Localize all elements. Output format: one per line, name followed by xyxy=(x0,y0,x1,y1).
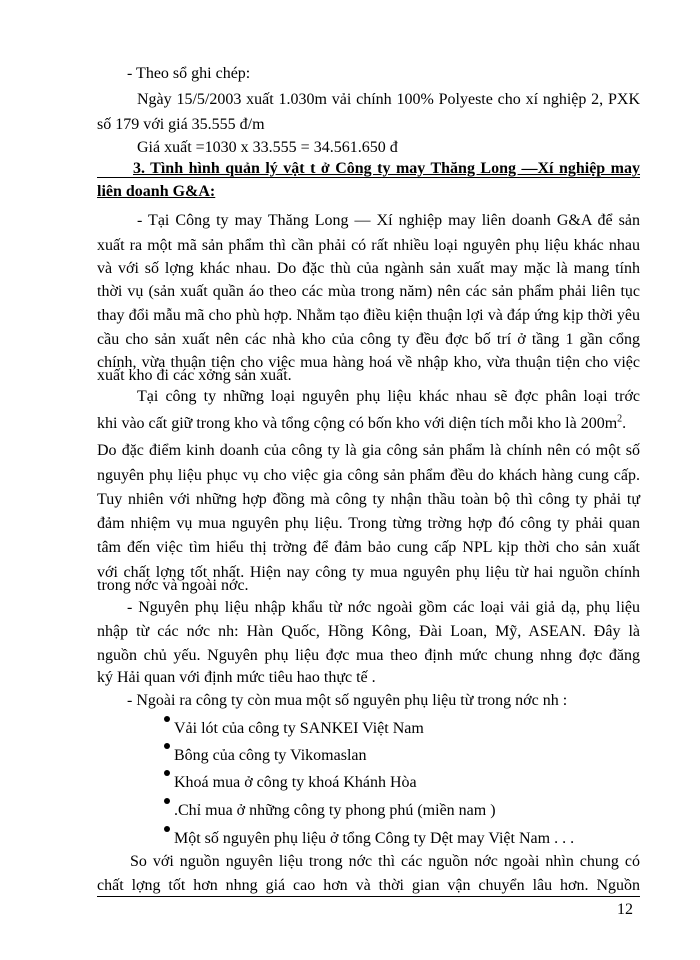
text-line: và với số lợng khác nhau. Do đặc thù của ngành sản xuất may mặc là mang tính xyxy=(97,260,640,277)
bullet-dot-icon xyxy=(164,743,170,749)
list-item: Vải lót của công ty SANKEI Việt Nam xyxy=(174,720,424,737)
bullet-dot-icon xyxy=(164,770,170,776)
text-line: với chất lợng tốt nhất. Hiện nay công ty mua nguyên phụ liệu từ hai nguồn chính xyxy=(97,564,640,581)
text-line: thay đổi mẫu mã cho phù hợp. Nhằm tạo điều kiện thuận lợi và đáp ứng kịp thời yêu xyxy=(97,307,640,324)
text-line: xuất kho đi các xởng sản xuất. xyxy=(97,367,292,384)
text-line: nhập từ các nớc nh: Hàn Quốc, Hồng Kông, Đài Loan, Mỹ, ASEAN. Đây là xyxy=(97,623,640,640)
text-line: Tại công ty những loại nguyên phụ liệu khác nhau sẽ đợc phân loại trớc xyxy=(137,388,640,405)
section-heading: 3. Tình hình quản lý vật t ở Công ty may Thăng Long —Xí nghiệp may xyxy=(133,160,640,177)
list-item: .Chỉ mua ở những công ty phong phú (miền nam ) xyxy=(174,802,496,819)
text-line: nguyên phụ liệu phục vụ cho việc gia công sản phẩm đều do khách hàng cung cấp. xyxy=(97,467,640,484)
section-heading-cont: liên doanh G&A: xyxy=(97,183,216,200)
text-line: - Tại Công ty may Thăng Long — Xí nghiệp may liên doanh G&A để sản xyxy=(137,212,640,229)
text-line: thời vụ (sản xuất quần áo theo các mùa trong năm) nên các sản phẩm phải liên tục xyxy=(97,283,640,300)
page-number: 12 xyxy=(617,901,633,918)
list-item: Khoá mua ở công ty khoá Khánh Hòa xyxy=(174,774,417,791)
footer-rule xyxy=(97,896,640,897)
text-line: số 179 với giá 35.555 đ/m xyxy=(97,116,265,133)
text-line: trong nớc và ngoài nớc. xyxy=(97,577,249,594)
text-line: xuất ra một mã sản phẩm thì cần phải có rất nhiều loại nguyên phụ liệu khác nhau xyxy=(97,237,640,254)
text-line: - Ngoài ra công ty còn mua một số nguyên phụ liệu từ trong nớc nh : xyxy=(127,692,568,709)
text-line: - Theo sổ ghi chép: xyxy=(127,65,251,82)
text-line: Giá xuất =1030 x 33.555 = 34.561.650 đ xyxy=(137,139,398,156)
list-item: Bông của công ty Vikomaslan xyxy=(174,747,367,764)
bullet-dot-icon xyxy=(164,716,170,722)
text-line: Do đặc điểm kinh doanh của công ty là gia công sản phẩm là chính nên có một số xyxy=(97,442,640,459)
text-line: nguồn chủ yếu. Nguyên phụ liệu đợc mua theo định mức chung nhng đợc đăng xyxy=(97,647,640,664)
heading-rule xyxy=(97,177,640,178)
text-span: . xyxy=(622,415,627,432)
bullet-dot-icon xyxy=(164,798,170,804)
list-item: Một số nguyên phụ liệu ở tổng Công ty Dệt may Việt Nam . . . xyxy=(174,830,575,847)
text-line: ký Hải quan với định mức tiêu hao thực tế . xyxy=(97,669,376,686)
text-line: đảm nhiệm vụ mua nguyên phụ liệu. Trong từng trờng hợp đó công ty phải quan xyxy=(97,515,640,532)
text-line: cầu cho sản xuất nên các nhà kho của công ty đều đợc bố trí ở tầng 1 gần cổng xyxy=(97,331,640,348)
text-line: So với nguồn nguyên liệu trong nớc thì các nguồn nớc ngoài nhìn chung có xyxy=(130,853,640,870)
text-span: khi vào cất giữ trong kho và tổng cộng có bốn kho với diện tích mỗi kho là 200m xyxy=(97,415,618,432)
text-line: Tuy nhiên với những hợp đồng mà công ty nhận thầu toàn bộ thì công ty phải tự xyxy=(97,491,640,508)
text-line: - Nguyên phụ liệu nhập khẩu từ nớc ngoài gồm các loại vải giả dạ, phụ liệu xyxy=(127,599,640,616)
text-line: Ngày 15/5/2003 xuất 1.030m vải chính 100% Polyeste cho xí nghiệp 2, PXK xyxy=(137,91,640,108)
text-line: chất lợng tốt hơn nhng giá cao hơn và thời gian vận chuyển lâu hơn. Nguồn xyxy=(97,877,640,894)
text-line: chính, vừa thuận tiện cho việc mua hàng hoá về nhập kho, vừa thuận tiện cho việc xyxy=(97,354,640,371)
text-line xyxy=(97,414,626,434)
text-line: tâm đến việc tìm hiểu thị trờng để đảm bảo cung cấp NPL kịp thời cho sản xuất xyxy=(97,539,640,556)
superscript: 2 xyxy=(617,413,623,425)
bullet-dot-icon xyxy=(164,826,170,832)
